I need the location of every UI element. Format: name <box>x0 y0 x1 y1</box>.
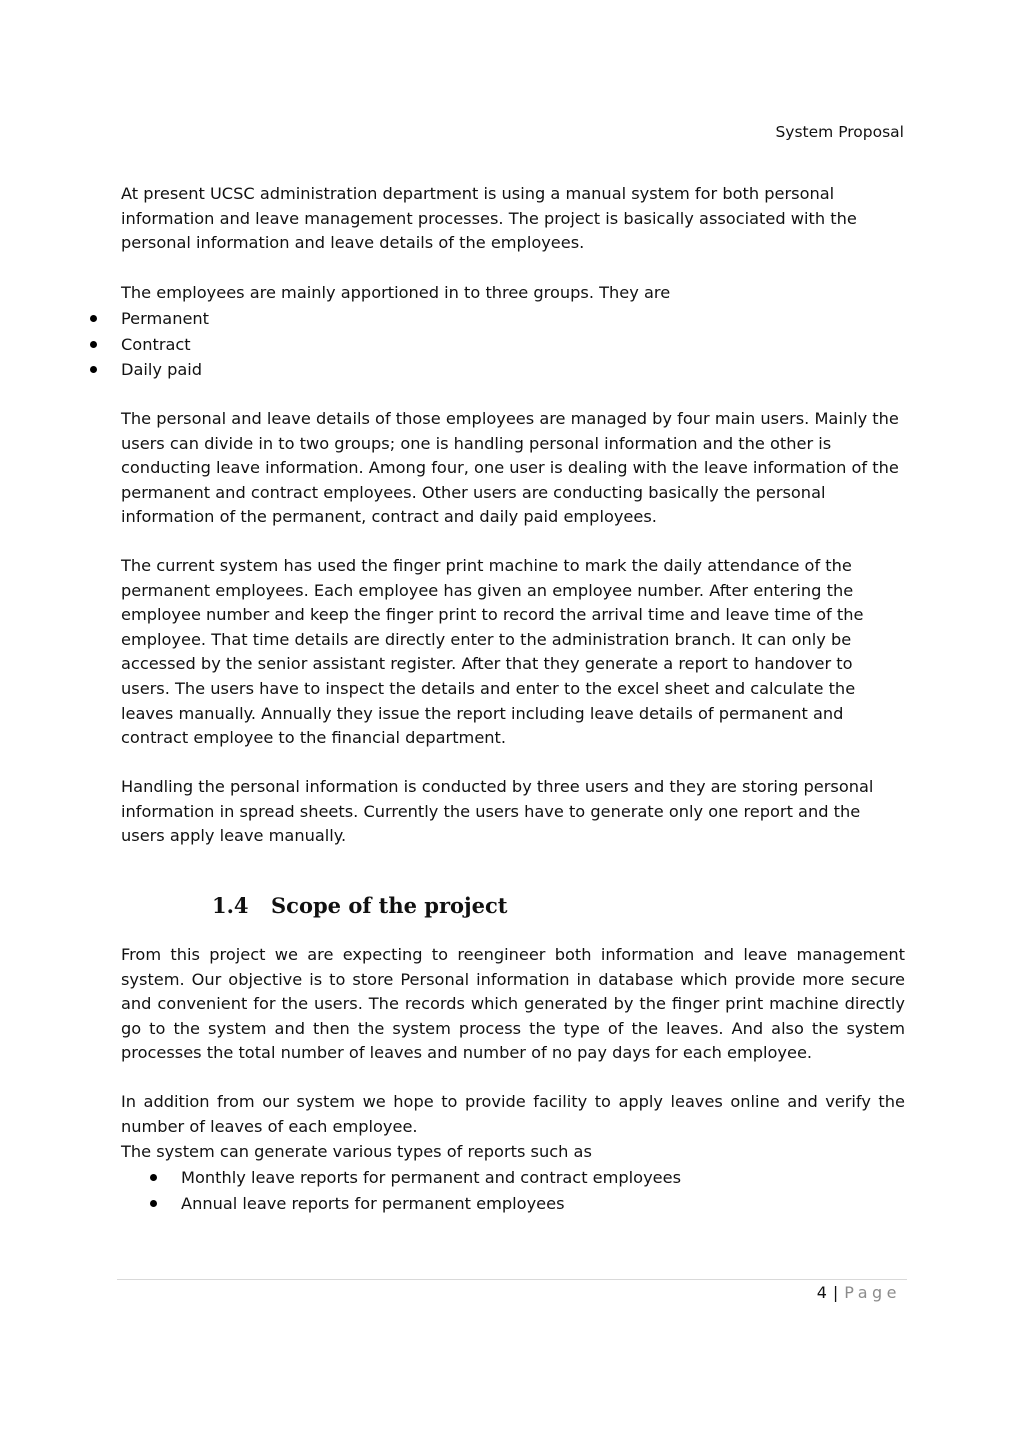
users-paragraph: The personal and leave details of those employees are managed by four main users. Mainly the users can divide in to two groups; one is handling personal information and the other is conducting leave information. Among four, one user is dealing with the leave information of the permanent and contract employees. Other users are conducting basically the personal information of the permanent, contract and daily paid employees. <box>121 409 899 527</box>
scope-paragraph: From this project we are expecting to reengineer both information and leave management system. Our objective is to store Personal information in database which provide more secure and convenient for the users. The records which generated by the finger print machine directly go to the system and then the system process the type of the leaves. And also the system processes the total number of leaves and number of no pay days for each employee. <box>121 945 905 1063</box>
section-title: Scope of the project <box>271 893 508 918</box>
running-header: System Proposal <box>775 123 904 141</box>
groups-intro: The employees are mainly apportioned in to three groups. They are <box>121 283 671 302</box>
personal-info-paragraph: Handling the personal information is conducted by three users and they are storing personal information in spread sheets. Currently the users have to generate only one report and the users apply leave manually. <box>121 777 874 846</box>
footer-divider <box>117 1279 907 1280</box>
reports-intro: The system can generate various types of reports such as <box>121 1142 592 1161</box>
addition-paragraph: In addition from our system we hope to provide facility to apply leaves online and verify the number of leaves of each employee. <box>121 1092 905 1136</box>
list-item: Permanent <box>90 306 209 332</box>
list-item: Monthly leave reports for permanent and contract employees <box>150 1165 681 1191</box>
section-number: 1.4 <box>212 893 249 918</box>
intro-paragraph: At present UCSC administration department is using a manual system for both personal information and leave management processes. The project is basically associated with the personal information and leave details of the employees. <box>121 184 857 253</box>
page-footer <box>817 1283 901 1302</box>
list-item: Annual leave reports for permanent employees <box>150 1191 681 1217</box>
bullet-icon <box>90 341 97 348</box>
bullet-icon <box>90 366 97 373</box>
list-item: Daily paid <box>90 357 209 383</box>
bullet-icon <box>90 315 97 322</box>
reports-list <box>150 1165 681 1216</box>
bullet-icon <box>150 1200 157 1207</box>
bullet-icon <box>150 1174 157 1181</box>
current-system-paragraph: The current system has used the finger print machine to mark the daily attendance of the permanent employees. Each employee has given an employee number. After entering the employee number and keep the finger print to record the arrival time and leave time of the employee. That time details are directly enter to the administration branch. It can only be accessed by the senior assistant register. After that they generate a report to handover to users. The users have to inspect the details and enter to the excel sheet and calculate the leaves manually. Annually they issue the report including leave details of permanent and contract employee to the financial department. <box>121 556 864 748</box>
page-label: Page <box>844 1283 901 1302</box>
section-heading <box>212 893 508 918</box>
footer-separator: | <box>832 1283 839 1302</box>
employee-groups-list <box>90 306 209 383</box>
list-item: Contract <box>90 332 209 358</box>
page-number: 4 <box>816 1283 827 1302</box>
